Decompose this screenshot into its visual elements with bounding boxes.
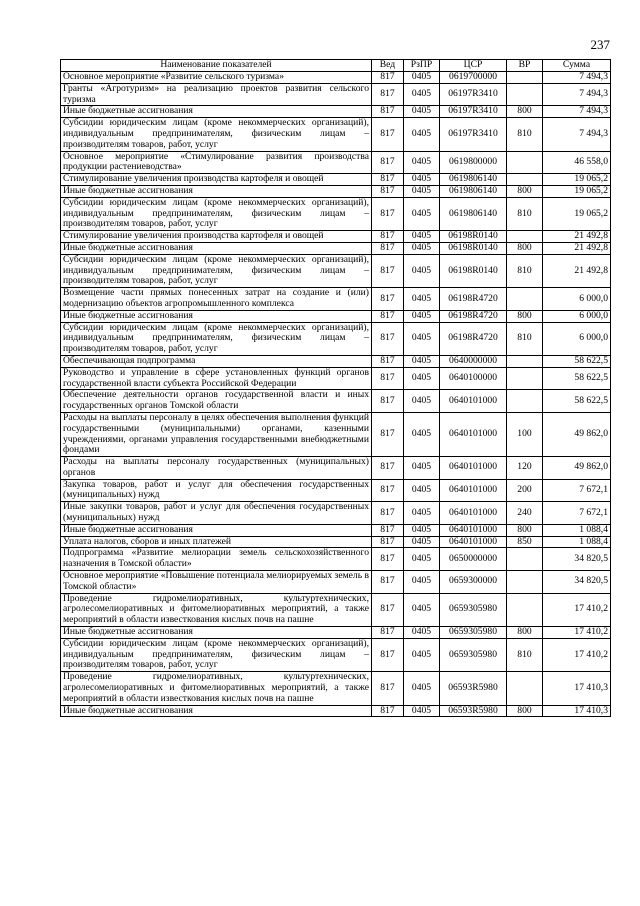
row-ved: 817 [372,412,404,456]
row-rzpr: 0405 [404,174,440,186]
row-csr: 06197R3410 [440,106,507,118]
row-sum: 17 410,2 [543,638,611,671]
table-row [61,106,611,118]
row-csr: 0640101000 [440,390,507,413]
row-rzpr: 0405 [404,479,440,502]
table-row [61,457,611,480]
row-rzpr: 0405 [404,412,440,456]
row-sum: 19 065,2 [543,185,611,197]
row-ved: 817 [372,310,404,322]
row-name: Основное мероприятие «Развитие сельского туризма» [61,72,372,84]
row-csr: 0640101000 [440,502,507,525]
row-name: Обеспечение деятельности органов государственной власти и иных государственных органов Томской области [61,390,372,413]
row-rzpr: 0405 [404,106,440,118]
row-vr [507,548,543,571]
header-vr: ВР [507,60,543,72]
row-csr: 06198R4720 [440,288,507,311]
table-row [61,479,611,502]
row-name: Стимулирование увеличения производства картофеля и овощей [61,231,372,243]
row-ved: 817 [372,479,404,502]
row-vr: 810 [507,118,543,151]
row-vr [507,72,543,84]
table-row [61,705,611,717]
header-sum: Сумма [543,60,611,72]
row-name: Уплата налогов, сборов и иных платежей [61,536,372,548]
row-name: Расходы на выплаты персоналу государственных (муниципальных) органов [61,457,372,480]
row-vr [507,174,543,186]
row-vr: 810 [507,638,543,671]
row-sum: 19 065,2 [543,197,611,230]
row-sum: 7 672,1 [543,502,611,525]
row-rzpr: 0405 [404,672,440,705]
row-name: Иные бюджетные ассигнования [61,627,372,639]
row-csr: 06197R3410 [440,83,507,106]
row-sum: 49 862,0 [543,457,611,480]
row-vr [507,367,543,390]
row-csr: 06593R5980 [440,672,507,705]
row-rzpr: 0405 [404,705,440,717]
row-name: Иные бюджетные ассигнования [61,310,372,322]
table-row [61,548,611,571]
row-vr: 800 [507,242,543,254]
table-row [61,118,611,151]
row-vr [507,571,543,594]
row-ved: 817 [372,367,404,390]
row-csr: 0640101000 [440,524,507,536]
row-vr [507,231,543,243]
row-sum: 58 622,5 [543,367,611,390]
row-ved: 817 [372,705,404,717]
row-rzpr: 0405 [404,197,440,230]
row-sum: 7 494,3 [543,83,611,106]
row-rzpr: 0405 [404,254,440,287]
row-vr: 800 [507,310,543,322]
row-csr: 0640101000 [440,479,507,502]
row-ved: 817 [372,151,404,174]
row-name: Проведение гидромелиоративных, культуртехнических, агролесомелиоративных и фитомелиоративных мероприятий, а также мероприятий в области известкования кислых почв на пашне [61,593,372,626]
row-rzpr: 0405 [404,457,440,480]
row-rzpr: 0405 [404,390,440,413]
row-vr: 200 [507,479,543,502]
row-ved: 817 [372,254,404,287]
row-rzpr: 0405 [404,367,440,390]
table-row [61,502,611,525]
row-name: Стимулирование увеличения производства картофеля и овощей [61,174,372,186]
row-vr: 100 [507,412,543,456]
row-vr [507,390,543,413]
row-ved: 817 [372,457,404,480]
row-rzpr: 0405 [404,536,440,548]
row-vr: 810 [507,254,543,287]
row-rzpr: 0405 [404,638,440,671]
row-name: Иные бюджетные ассигнования [61,106,372,118]
row-csr: 0659300000 [440,571,507,594]
row-csr: 0619806140 [440,197,507,230]
row-vr [507,593,543,626]
row-name: Субсидии юридическим лицам (кроме некоммерческих организаций), индивидуальным предпринимателям, физическим лицам – производителям товаров, работ, услуг [61,254,372,287]
row-vr: 810 [507,197,543,230]
row-name: Возмещение части прямых понесенных затрат на создание и (или) модернизацию объектов агропромышленного комплекса [61,288,372,311]
row-vr: 800 [507,185,543,197]
row-csr: 0659305980 [440,638,507,671]
row-name: Иные бюджетные ассигнования [61,242,372,254]
row-csr: 0640100000 [440,367,507,390]
table-row [61,242,611,254]
table-row [61,536,611,548]
table-row [61,367,611,390]
row-name: Субсидии юридическим лицам (кроме некоммерческих организаций), индивидуальным предпринимателям, физическим лицам – производителям товаров, работ, услуг [61,118,372,151]
row-name: Основное мероприятие «Повышение потенциала мелиорируемых земель в Томской области» [61,571,372,594]
row-vr [507,83,543,106]
row-sum: 46 558,0 [543,151,611,174]
table-row [61,593,611,626]
row-csr: 06198R4720 [440,322,507,355]
row-vr: 800 [507,705,543,717]
table-row [61,231,611,243]
row-vr: 800 [507,524,543,536]
row-vr: 240 [507,502,543,525]
row-ved: 817 [372,390,404,413]
row-sum: 34 820,5 [543,571,611,594]
row-ved: 817 [372,502,404,525]
table-row [61,254,611,287]
row-name: Закупка товаров, работ и услуг для обеспечения государственных (муниципальных) нужд [61,479,372,502]
row-sum: 58 622,5 [543,390,611,413]
row-sum: 6 000,0 [543,322,611,355]
row-sum: 1 088,4 [543,524,611,536]
header-name: Наименование показателей [61,60,372,72]
row-rzpr: 0405 [404,593,440,626]
header-csr: ЦСР [440,60,507,72]
row-csr: 06197R3410 [440,118,507,151]
row-rzpr: 0405 [404,502,440,525]
row-rzpr: 0405 [404,242,440,254]
row-vr [507,672,543,705]
row-csr: 0619700000 [440,72,507,84]
row-ved: 817 [372,83,404,106]
row-sum: 17 410,2 [543,593,611,626]
row-csr: 0619806140 [440,174,507,186]
row-ved: 817 [372,627,404,639]
row-vr: 800 [507,627,543,639]
row-csr: 0640101000 [440,536,507,548]
row-vr [507,151,543,174]
row-name: Основное мероприятие «Стимулирование развития производства продукции растениеводства» [61,151,372,174]
row-ved: 817 [372,288,404,311]
row-rzpr: 0405 [404,185,440,197]
row-ved: 817 [372,322,404,355]
row-name: Субсидии юридическим лицам (кроме некоммерческих организаций), индивидуальным предпринимателям, физическим лицам – производителям товаров, работ, услуг [61,322,372,355]
row-name: Подпрограмма «Развитие мелиорации земель сельскохозяйственного назначения в Томской области» [61,548,372,571]
row-ved: 817 [372,593,404,626]
row-sum: 58 622,5 [543,355,611,367]
table-row [61,288,611,311]
row-sum: 17 410,2 [543,627,611,639]
row-sum: 7 494,3 [543,118,611,151]
row-csr: 06198R4720 [440,310,507,322]
row-vr: 850 [507,536,543,548]
table-row [61,310,611,322]
row-rzpr: 0405 [404,72,440,84]
row-csr: 06593R5980 [440,705,507,717]
table-row [61,390,611,413]
row-csr: 0659305980 [440,627,507,639]
row-name: Гранты «Агротуризм» на реализацию проектов развития сельского туризма [61,83,372,106]
row-ved: 817 [372,548,404,571]
table-row [61,197,611,230]
row-csr: 06198R0140 [440,231,507,243]
row-csr: 0640000000 [440,355,507,367]
row-name: Руководство и управление в сфере установленных функций органов государственной власти субъекта Российской Федерации [61,367,372,390]
row-csr: 0619800000 [440,151,507,174]
table-row [61,185,611,197]
row-rzpr: 0405 [404,322,440,355]
table-row [61,174,611,186]
row-name: Субсидии юридическим лицам (кроме некоммерческих организаций), индивидуальным предпринимателям, физическим лицам – производителям товаров, работ, услуг [61,638,372,671]
row-sum: 21 492,8 [543,231,611,243]
row-sum: 1 088,4 [543,536,611,548]
table-row [61,412,611,456]
row-csr: 0640101000 [440,457,507,480]
row-csr: 06198R0140 [440,254,507,287]
table-row [61,355,611,367]
row-sum: 21 492,8 [543,254,611,287]
row-sum: 21 492,8 [543,242,611,254]
row-csr: 0650000000 [440,548,507,571]
row-sum: 7 672,1 [543,479,611,502]
row-sum: 7 494,3 [543,72,611,84]
row-rzpr: 0405 [404,118,440,151]
row-ved: 817 [372,72,404,84]
table-row [61,638,611,671]
header-ved: Вед [372,60,404,72]
row-ved: 817 [372,638,404,671]
row-sum: 19 065,2 [543,174,611,186]
table-row [61,151,611,174]
row-rzpr: 0405 [404,548,440,571]
row-rzpr: 0405 [404,571,440,594]
row-ved: 817 [372,118,404,151]
table-row [61,322,611,355]
row-name: Обеспечивающая подпрограмма [61,355,372,367]
table-row [61,72,611,84]
row-ved: 817 [372,106,404,118]
row-vr [507,288,543,311]
row-sum: 6 000,0 [543,310,611,322]
row-rzpr: 0405 [404,83,440,106]
header-rzpr: РзПР [404,60,440,72]
row-rzpr: 0405 [404,627,440,639]
row-vr: 800 [507,106,543,118]
row-name: Иные бюджетные ассигнования [61,705,372,717]
row-ved: 817 [372,242,404,254]
row-rzpr: 0405 [404,524,440,536]
table-row [61,571,611,594]
row-ved: 817 [372,571,404,594]
budget-table [60,59,611,717]
row-ved: 817 [372,231,404,243]
table-row [61,627,611,639]
row-name: Расходы на выплаты персоналу в целях обеспечения выполнения функций государственными (муниципальными) органами, казенными учреждениями, органами управления государственными внебюджетными фондами [61,412,372,456]
table-row [61,524,611,536]
row-csr: 0619806140 [440,185,507,197]
row-csr: 0659305980 [440,593,507,626]
row-ved: 817 [372,536,404,548]
row-ved: 817 [372,524,404,536]
table-row [61,83,611,106]
page-number: 237 [590,37,610,52]
row-ved: 817 [372,174,404,186]
row-sum: 17 410,3 [543,705,611,717]
row-ved: 817 [372,185,404,197]
row-csr: 0640101000 [440,412,507,456]
row-name: Проведение гидромелиоративных, культуртехнических, агролесомелиоративных и фитомелиоративных мероприятий, а также мероприятий в области известкования кислых почв на пашне [61,672,372,705]
row-sum: 34 820,5 [543,548,611,571]
row-vr [507,355,543,367]
row-rzpr: 0405 [404,310,440,322]
row-csr: 06198R0140 [440,242,507,254]
row-name: Иные бюджетные ассигнования [61,185,372,197]
table-header-row [61,60,611,72]
row-rzpr: 0405 [404,151,440,174]
row-name: Иные закупки товаров, работ и услуг для обеспечения государственных (муниципальных) нужд [61,502,372,525]
row-name: Субсидии юридическим лицам (кроме некоммерческих организаций), индивидуальным предпринимателям, физическим лицам – производителям товаров, работ, услуг [61,197,372,230]
row-ved: 817 [372,355,404,367]
row-ved: 817 [372,672,404,705]
row-vr: 810 [507,322,543,355]
row-sum: 7 494,3 [543,106,611,118]
table-row [61,672,611,705]
row-sum: 49 862,0 [543,412,611,456]
row-rzpr: 0405 [404,231,440,243]
row-name: Иные бюджетные ассигнования [61,524,372,536]
row-sum: 6 000,0 [543,288,611,311]
row-rzpr: 0405 [404,355,440,367]
row-vr: 120 [507,457,543,480]
row-ved: 817 [372,197,404,230]
row-rzpr: 0405 [404,288,440,311]
row-sum: 17 410,3 [543,672,611,705]
